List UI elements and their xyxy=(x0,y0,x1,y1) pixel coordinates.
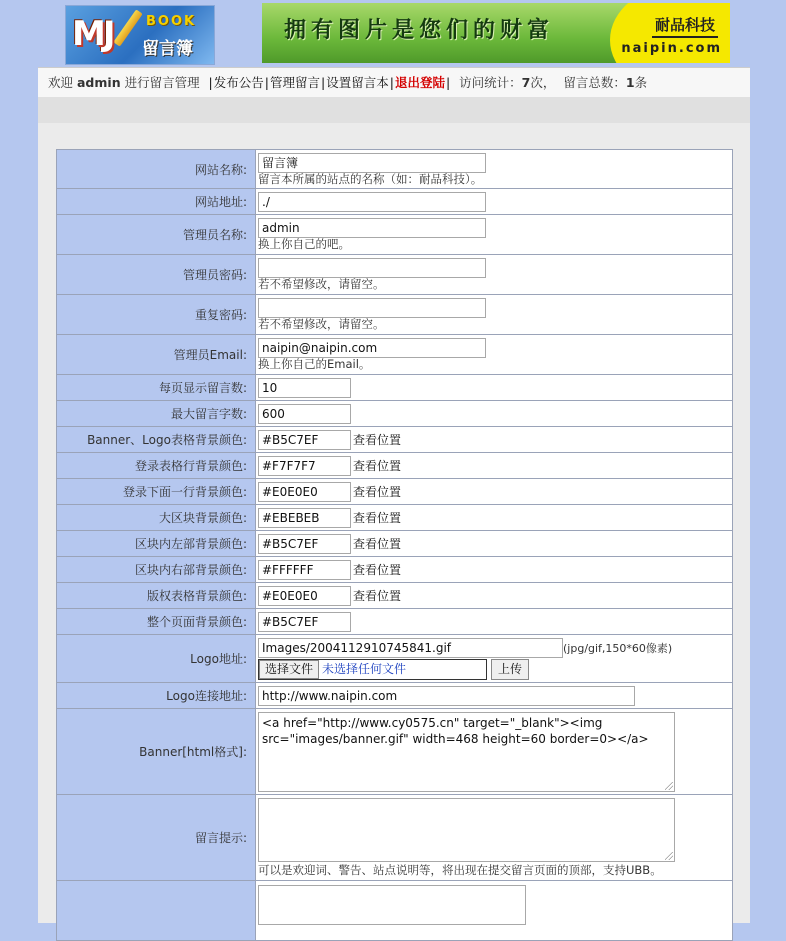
admin-name-input[interactable]: admin xyxy=(258,218,486,238)
logo-url-input[interactable]: Images/2004112910745841.gif xyxy=(258,638,563,658)
form-row-color-block-left xyxy=(57,531,733,557)
nav-logout-link[interactable]: 退出登陆 xyxy=(394,75,445,90)
color-page-label: 整个页面背景颜色: xyxy=(57,609,256,635)
resize-grip-icon[interactable] xyxy=(665,852,673,860)
repeat-password-input[interactable] xyxy=(258,298,486,318)
admin-email-label: 管理员Email: xyxy=(57,335,256,375)
color-big-block-label: 大区块背景颜色: xyxy=(57,505,256,531)
color-copyright-view-link[interactable]: 查看位置 xyxy=(353,589,402,603)
banner-html-value: <a href="http://www.cy0575.cn" target="_blank"><img src="images/banner.gif" width=468 height=60 border=0></a> xyxy=(262,715,649,746)
form-row-color-below-login xyxy=(57,479,733,505)
form-row-color-page xyxy=(57,609,733,635)
total-messages-label: 留言总数： xyxy=(563,75,626,90)
admin-name-label: 管理员名称: xyxy=(57,215,256,255)
form-row-max-chars xyxy=(57,401,733,427)
header xyxy=(38,0,750,67)
color-copyright-input[interactable]: #E0E0E0 xyxy=(258,586,351,606)
form-row-admin-name xyxy=(57,215,733,255)
color-page-input[interactable]: #B5C7EF xyxy=(258,612,351,632)
site-name-label: 网站名称: xyxy=(57,150,256,189)
settings-form xyxy=(56,149,733,941)
next-row-label xyxy=(57,881,256,941)
banner-slogan: 拥有图片是您们的财富 xyxy=(284,18,555,43)
welcome-prefix: 欢迎 xyxy=(48,75,74,90)
banner-html-textarea[interactable] xyxy=(258,712,675,792)
admin-email-input[interactable]: naipin@naipin.com xyxy=(258,338,486,358)
color-login-row-view-link[interactable]: 查看位置 xyxy=(353,459,402,473)
banner-brand-cn: 耐品科技 xyxy=(652,13,718,38)
total-messages-unit: 条 xyxy=(634,75,648,90)
color-banner-label: Banner、Logo表格背景颜色: xyxy=(57,427,256,453)
form-row-color-banner xyxy=(57,427,733,453)
color-block-left-view-link[interactable]: 查看位置 xyxy=(353,537,402,551)
site-name-hint: 留言本所属的站点的名称（如：耐品科技）。 xyxy=(258,171,483,186)
welcome-suffix: 进行留言管理 xyxy=(124,75,200,90)
form-row-logo xyxy=(57,635,733,683)
color-below-login-input[interactable]: #E0E0E0 xyxy=(258,482,351,502)
choose-file-button[interactable]: 选择文件 xyxy=(259,660,319,679)
form-row-next xyxy=(57,881,733,941)
color-banner-view-link[interactable]: 查看位置 xyxy=(353,433,402,447)
nav-manage-messages-link[interactable]: 管理留言 xyxy=(270,75,321,90)
form-row-repeat-password xyxy=(57,295,733,335)
logo-book-text: BOOK xyxy=(146,14,197,29)
form-row-tip xyxy=(57,795,733,881)
max-chars-input[interactable]: 600 xyxy=(258,404,351,424)
form-row-color-copyright xyxy=(57,583,733,609)
color-block-left-input[interactable]: #B5C7EF xyxy=(258,534,351,554)
admin-navbar: 欢迎 admin 进行留言管理 |发布公告|管理留言|设置留言本|退出登陆| 访问统计：7次， 留言总数：1条 xyxy=(38,67,750,97)
admin-password-hint: 若不希望修改，请留空。 xyxy=(258,277,385,291)
site-name-input[interactable]: 留言簿 xyxy=(258,153,486,173)
repeat-password-hint: 若不希望修改，请留空。 xyxy=(258,317,385,331)
admin-password-label: 管理员密码: xyxy=(57,255,256,295)
nav-settings-link[interactable]: 设置留言本 xyxy=(326,75,389,90)
next-textarea[interactable] xyxy=(258,885,526,925)
color-copyright-label: 版权表格背景颜色: xyxy=(57,583,256,609)
banner-brand-en: naipin.com xyxy=(621,41,722,56)
logo-file-picker[interactable] xyxy=(258,659,487,680)
repeat-password-label: 重复密码: xyxy=(57,295,256,335)
form-row-banner-html xyxy=(57,709,733,795)
current-username: admin xyxy=(77,75,121,90)
admin-name-hint: 换上你自己的吧。 xyxy=(258,237,350,251)
sub-bar xyxy=(38,97,750,123)
form-row-site-url xyxy=(57,189,733,215)
nav-post-notice-link[interactable]: 发布公告 xyxy=(213,75,264,90)
color-big-block-input[interactable]: #EBEBEB xyxy=(258,508,351,528)
file-status-text: 未选择任何文件 xyxy=(322,661,407,676)
pencil-icon xyxy=(113,9,142,46)
color-login-row-label: 登录表格行背景颜色: xyxy=(57,453,256,479)
color-below-login-view-link[interactable]: 查看位置 xyxy=(353,485,402,499)
color-big-block-view-link[interactable]: 查看位置 xyxy=(353,511,402,525)
color-below-login-label: 登录下面一行背景颜色: xyxy=(57,479,256,505)
form-row-per-page xyxy=(57,375,733,401)
form-row-admin-password xyxy=(57,255,733,295)
site-url-input[interactable]: ./ xyxy=(258,192,486,212)
logo-link-label: Logo连接地址: xyxy=(57,683,256,709)
color-block-left-label: 区块内左部背景颜色: xyxy=(57,531,256,557)
visit-unit: 次， xyxy=(530,75,556,90)
color-login-row-input[interactable]: #F7F7F7 xyxy=(258,456,351,476)
form-row-site-name xyxy=(57,150,733,189)
tip-label: 留言提示: xyxy=(57,795,256,881)
upload-button[interactable]: 上传 xyxy=(491,659,529,680)
site-url-label: 网站地址: xyxy=(57,189,256,215)
visit-count: 7 xyxy=(521,75,531,90)
banner-html-label: Banner[html格式]: xyxy=(57,709,256,795)
banner-image[interactable] xyxy=(262,3,730,63)
tip-textarea[interactable] xyxy=(258,798,675,862)
logo-image[interactable] xyxy=(65,5,215,65)
per-page-label: 每页显示留言数: xyxy=(57,375,256,401)
color-block-right-input[interactable]: #FFFFFF xyxy=(258,560,351,580)
per-page-input[interactable]: 10 xyxy=(258,378,351,398)
color-block-right-label: 区块内右部背景颜色: xyxy=(57,557,256,583)
resize-grip-icon[interactable] xyxy=(665,782,673,790)
total-messages-count: 1 xyxy=(625,75,635,90)
form-row-logo-link xyxy=(57,683,733,709)
logo-link-input[interactable]: http://www.naipin.com xyxy=(258,686,635,706)
form-row-admin-email xyxy=(57,335,733,375)
max-chars-label: 最大留言字数: xyxy=(57,401,256,427)
form-row-color-login-row xyxy=(57,453,733,479)
logo-main-text: MJ xyxy=(72,14,113,54)
logo-cn-text: 留言簿 xyxy=(142,39,193,59)
logo-size-note: (jpg/gif,150*60像素) xyxy=(563,641,673,655)
logo-url-label: Logo地址: xyxy=(57,635,256,683)
visit-stat-label: 访问统计： xyxy=(459,75,522,90)
color-banner-input[interactable]: #B5C7EF xyxy=(258,430,351,450)
tip-hint: 可以是欢迎词、警告、站点说明等，将出现在提交留言页面的顶部，支持UBB。 xyxy=(258,863,662,877)
admin-email-hint: 换上你自己的Email。 xyxy=(258,357,371,371)
form-row-color-block-right xyxy=(57,557,733,583)
admin-password-input[interactable] xyxy=(258,258,486,278)
color-block-right-view-link[interactable]: 查看位置 xyxy=(353,563,402,577)
form-row-color-big-block xyxy=(57,505,733,531)
